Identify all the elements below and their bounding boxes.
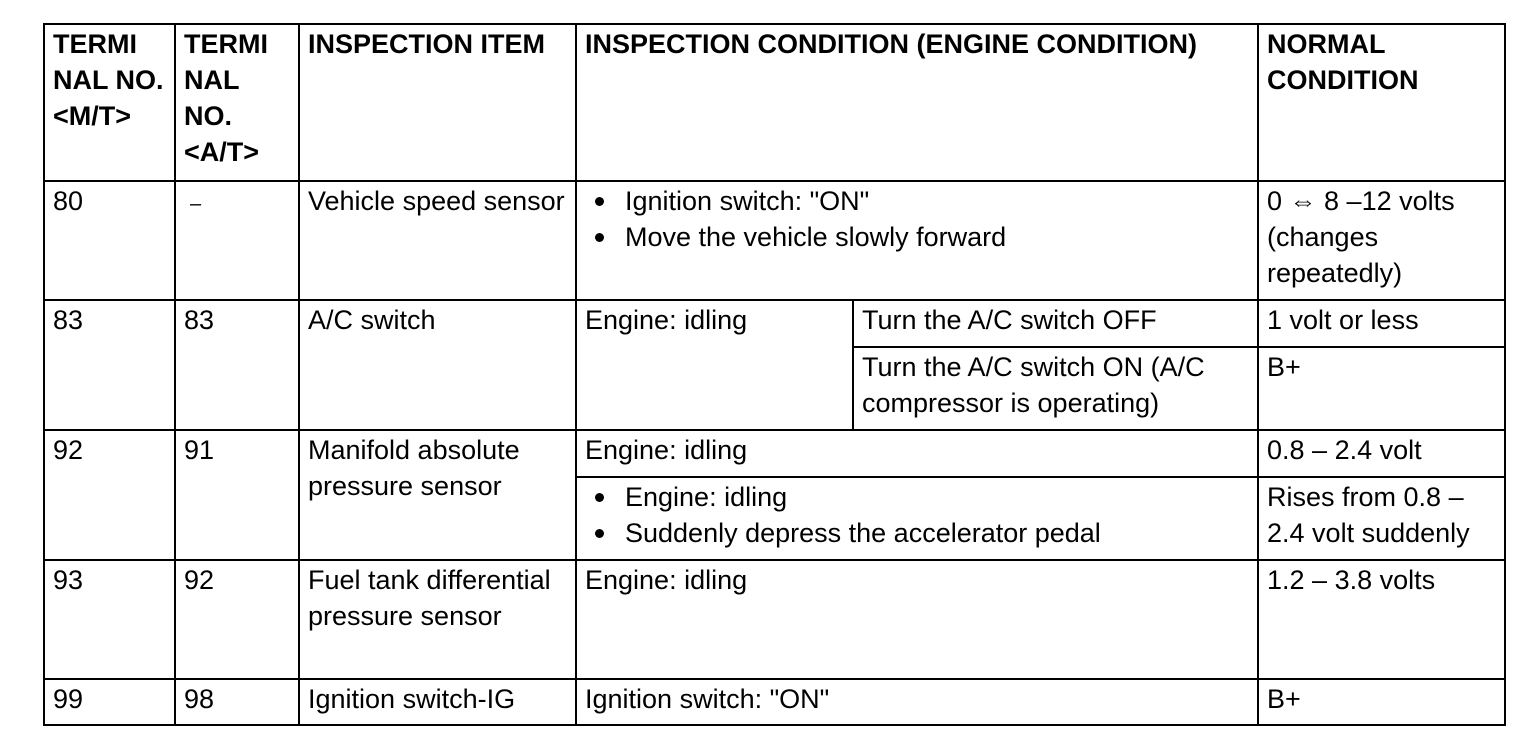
normal-condition-cell: 0.8 – 2.4 volt [1258, 430, 1505, 477]
inspection-condition-cell [576, 477, 1258, 560]
inspection-item-cell: Vehicle speed sensor [299, 181, 576, 300]
terminal-at-cell [175, 181, 299, 300]
terminal-mt-cell: 83 [44, 300, 175, 430]
table-row [44, 679, 1505, 725]
header-terminal-mt: TERMI NAL NO. <M/T> [44, 24, 175, 181]
terminal-at-cell: 98 [175, 679, 299, 725]
condition-list [585, 479, 1251, 551]
inspection-item-cell: A/C switch [299, 300, 576, 430]
normal-condition-cell: Rises from 0.8 – 2.4 volt suddenly [1258, 477, 1505, 560]
inspection-condition-cell: Engine: idling [576, 560, 1258, 679]
condition-bullet: Engine: idling [585, 479, 1251, 515]
terminal-at-cell: 92 [175, 560, 299, 679]
condition-bullet: Move the vehicle slowly forward [585, 219, 1251, 255]
inspection-condition-cell: Engine: idling [576, 430, 1258, 477]
inspection-item-cell: Ignition switch-IG [299, 679, 576, 725]
condition-bullet: Ignition switch: "ON" [585, 183, 1251, 219]
normal-condition-cell: 1 volt or less [1258, 300, 1505, 347]
terminal-at-cell: 91 [175, 430, 299, 560]
header-inspection-condition: INSPECTION CONDITION (ENGINE CONDITION) [576, 24, 1258, 181]
terminal-mt-cell: 99 [44, 679, 175, 725]
inspection-condition-cell: Ignition switch: "ON" [576, 679, 1258, 725]
inspection-table [43, 23, 1506, 726]
inspection-condition-cell [576, 181, 1258, 300]
terminal-mt-cell: 80 [44, 181, 175, 300]
terminal-at-cell: 83 [175, 300, 299, 430]
engine-condition-cell: Engine: idling [576, 300, 853, 430]
dash-value: – [190, 193, 202, 215]
header-inspection-item: INSPECTION ITEM [299, 24, 576, 181]
header-row [44, 24, 1505, 181]
sub-condition-cell: Turn the A/C switch OFF [853, 300, 1258, 347]
table-row [44, 181, 1505, 300]
header-normal-condition: NORMAL CONDITION [1258, 24, 1505, 181]
normal-condition-cell: B+ [1258, 347, 1505, 430]
terminal-mt-cell: 93 [44, 560, 175, 679]
normal-condition-cell: 1.2 – 3.8 volts [1258, 560, 1505, 679]
inspection-item-cell: Manifold absolute pressure sensor [299, 430, 576, 560]
inspection-item-cell: Fuel tank differential pressure sensor [299, 560, 576, 679]
table-row [44, 560, 1505, 679]
condition-bullet: Suddenly depress the accelerator pedal [585, 515, 1251, 551]
header-terminal-at: TERMI NAL NO. <A/T> [175, 24, 299, 181]
sub-condition-cell: Turn the A/C switch ON (A/C compressor is operating) [853, 347, 1258, 430]
table-row [44, 300, 1505, 347]
terminal-mt-cell: 92 [44, 430, 175, 560]
table-row [44, 430, 1505, 477]
normal-condition-cell: 0 ⇔ 8 –12 volts (changes repeatedly) [1258, 181, 1505, 300]
normal-condition-cell: B+ [1258, 679, 1505, 725]
condition-list [585, 183, 1251, 255]
